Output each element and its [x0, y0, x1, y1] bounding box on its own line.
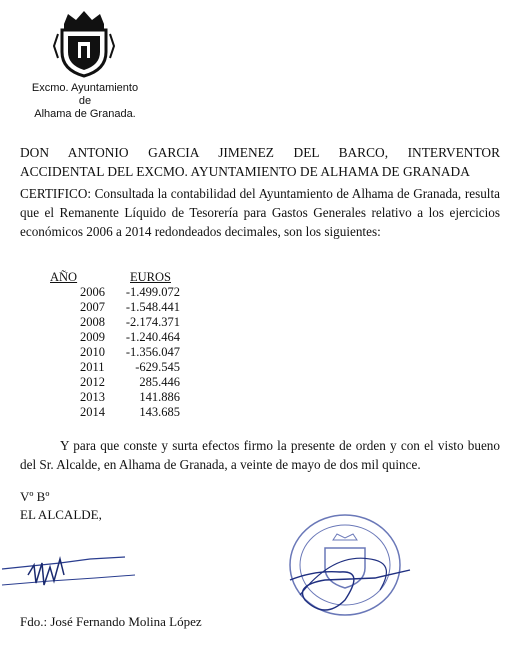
row-year: 2007: [80, 300, 105, 314]
org-line-2: de: [78, 95, 92, 107]
official-stamp: [285, 510, 415, 625]
table-row: [50, 300, 210, 315]
document-heading: [20, 143, 500, 181]
row-year: 2011: [80, 360, 105, 374]
signer-name: Fdo.: José Fernando Molina López: [20, 614, 202, 629]
table-row: [50, 330, 210, 345]
row-year: 2013: [80, 390, 105, 404]
row-value: -1.356.047: [125, 345, 180, 359]
table-row: [50, 375, 210, 390]
row-value: -1.499.072: [125, 285, 180, 299]
coat-of-arms-logo: [48, 6, 120, 78]
organization-name: [10, 82, 160, 121]
certification-paragraph: CERTIFICO: Consultada la contabilidad del Ayuntamiento de Alhama de Granada, resulta que el Remanente Líquido de Tesorería para Gastos Generales relativo a los ejercicios económicos 2006 a 2014 redondeados decimales, son los siguientes:: [20, 186, 500, 239]
heading-line-2: ACCIDENTAL DEL EXCMO. AYUNTAMIENTO DE ALHAMA DE GRANADA: [20, 164, 470, 179]
table-row: [50, 360, 210, 375]
vobo-label: Vº Bº: [20, 489, 50, 504]
row-value: 143.685: [139, 405, 180, 419]
org-line-3: Alhama de Granada.: [34, 108, 136, 120]
closing-paragraph: Y para que conste y surta efectos firmo la presente de orden y con el visto bueno del Sr. Alcalde, en Alhama de Granada, a veinte de mayo de dos mil quince.: [20, 438, 500, 472]
row-year: 2009: [80, 330, 105, 344]
table-row: [50, 390, 210, 405]
table-row: [50, 405, 210, 420]
table-row: [50, 285, 210, 300]
row-year: 2010: [80, 345, 105, 359]
row-value: -2.174.371: [125, 315, 180, 329]
row-year: 2012: [80, 375, 105, 389]
table-header: [50, 270, 190, 285]
balance-table: [50, 270, 210, 420]
row-value: -1.548.441: [125, 300, 180, 314]
row-value: 141.886: [139, 390, 180, 404]
row-value: 285.446: [139, 375, 180, 389]
column-header-year: AÑO: [50, 270, 78, 284]
heading-line-1: DON ANTONIO GARCIA JIMENEZ DEL BARCO, INTERVENTOR: [20, 145, 500, 160]
row-value: -629.545: [135, 360, 180, 374]
table-row: [50, 315, 210, 330]
row-year: 2008: [80, 315, 105, 329]
row-year: 2014: [80, 405, 105, 419]
org-line-1: Excmo. Ayuntamiento: [31, 82, 139, 94]
table-row: [50, 345, 210, 360]
column-header-euros: EUROS: [130, 270, 171, 284]
row-value: -1.240.464: [125, 330, 180, 344]
mayor-label: EL ALCALDE,: [20, 507, 102, 522]
row-year: 2006: [80, 285, 105, 299]
signature-scribble: [0, 545, 140, 600]
